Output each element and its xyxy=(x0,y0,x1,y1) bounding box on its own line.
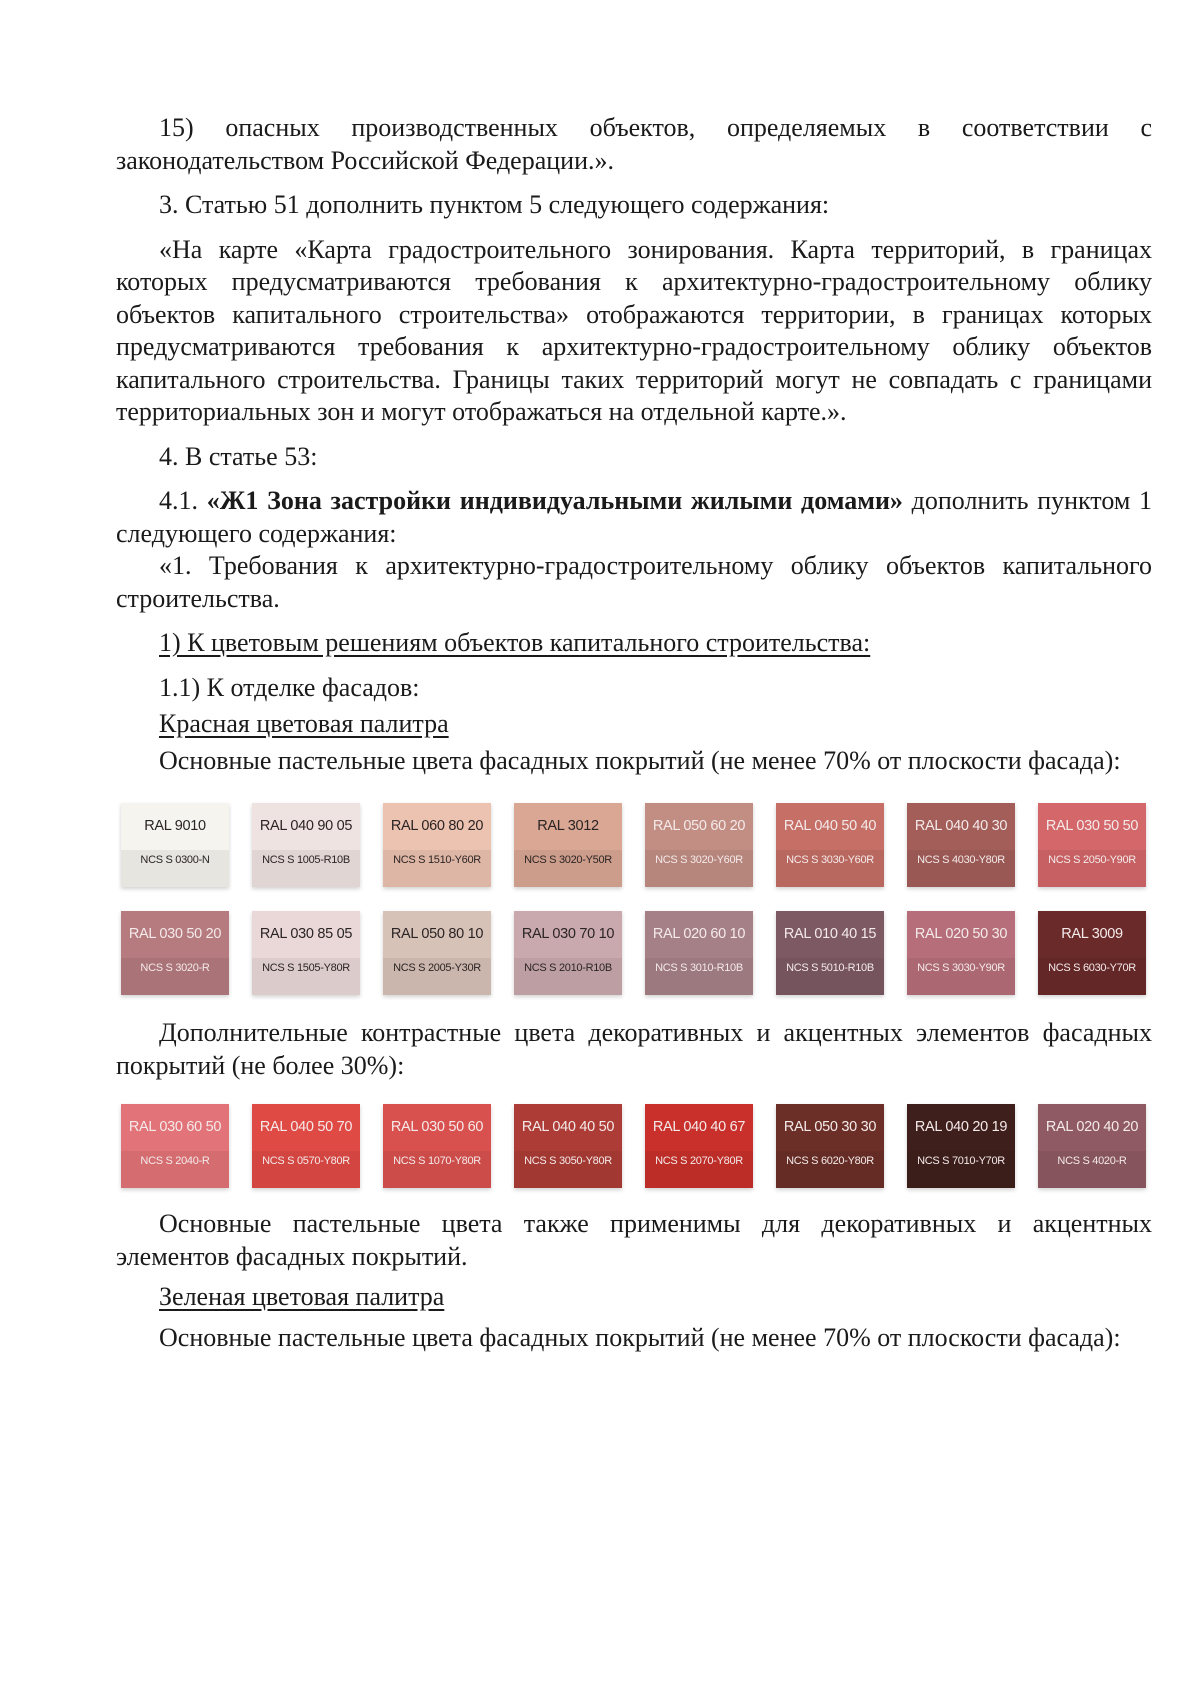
color-swatch xyxy=(645,803,753,887)
color-swatch xyxy=(383,911,491,995)
color-swatch xyxy=(1038,911,1146,995)
swatch-ral-code: RAL 030 50 20 xyxy=(128,926,222,942)
swatch-ral-code: RAL 050 30 30 xyxy=(783,1119,877,1135)
green-palette-heading xyxy=(116,1281,1152,1314)
paragraph-4-1 xyxy=(116,485,1152,550)
color-swatch xyxy=(776,803,884,887)
paragraph-4-1-suffix: дополнить пунктом 1 следующего содержания: xyxy=(116,486,1153,548)
swatch-ncs-code: NCS S 1005-R10B xyxy=(262,854,350,866)
swatch-ral-code: RAL 020 60 10 xyxy=(652,926,746,942)
swatch-ral-code: RAL 030 85 05 xyxy=(259,926,353,942)
color-swatch xyxy=(252,911,360,995)
color-swatch xyxy=(907,911,1015,995)
zone-title: «Ж1 Зона застройки индивидуальными жилыми домами» xyxy=(206,486,903,515)
swatch-ncs-code: NCS S 2010-R10B xyxy=(524,962,612,974)
swatch-ncs-code: NCS S 6030-Y70R xyxy=(1048,962,1136,974)
swatch-ncs-code: NCS S 3020-Y50R xyxy=(524,854,612,866)
swatch-ncs-code: NCS S 0300-N xyxy=(140,854,210,866)
color-swatch xyxy=(121,911,229,995)
red-palette-heading-text: Красная цветовая палитра xyxy=(159,709,449,738)
swatch-ral-code: RAL 040 40 30 xyxy=(914,818,1008,834)
document-body xyxy=(116,112,1152,1354)
color-swatch xyxy=(776,1104,884,1188)
paragraph-4-1-quote: «1. Требования к архитектурно-градостроительному облику объектов капитального строительства. xyxy=(116,551,1152,613)
swatch-ncs-code: NCS S 3020-R xyxy=(140,962,210,974)
item-facade-finish: 1.1) К отделке фасадов: xyxy=(159,672,420,702)
swatch-ncs-code: NCS S 3030-Y60R xyxy=(786,854,874,866)
swatch-ncs-code: NCS S 3030-Y90R xyxy=(917,962,1005,974)
color-swatch xyxy=(383,1104,491,1188)
swatch-ncs-code: NCS S 0570-Y80R xyxy=(262,1155,350,1167)
paragraph-4-1-prefix: 4.1. xyxy=(159,486,207,515)
swatch-ncs-code: NCS S 3050-Y80R xyxy=(524,1155,612,1167)
swatch-ral-code: RAL 050 60 20 xyxy=(652,818,746,834)
swatch-ral-code: RAL 040 40 50 xyxy=(521,1119,615,1135)
swatch-ral-code: RAL 040 90 05 xyxy=(259,818,353,834)
swatch-ral-code: RAL 030 70 10 xyxy=(521,926,615,942)
swatch-ncs-code: NCS S 4030-Y80R xyxy=(917,854,1005,866)
color-swatch xyxy=(514,911,622,995)
color-swatch xyxy=(907,803,1015,887)
swatch-ral-code: RAL 030 60 50 xyxy=(128,1119,222,1135)
swatch-ral-code: RAL 040 40 67 xyxy=(652,1119,746,1135)
color-swatch xyxy=(776,911,884,995)
swatch-ncs-code: NCS S 1070-Y80R xyxy=(393,1155,481,1167)
swatch-ral-code: RAL 040 50 70 xyxy=(259,1119,353,1135)
swatch-ral-code: RAL 030 50 50 xyxy=(1045,818,1139,834)
item-color-solutions-text: 1) К цветовым решениям объектов капитального строительства: xyxy=(159,628,871,657)
red-extra-colors-text: Дополнительные контрастные цвета декоративных и акцентных элементов фасадных покрытий (не более 30%): xyxy=(116,1018,1152,1080)
swatch-ral-code: RAL 050 80 10 xyxy=(390,926,484,942)
swatch-ncs-code: NCS S 3010-R10B xyxy=(655,962,743,974)
swatch-ncs-code: NCS S 7010-Y70R xyxy=(917,1155,1005,1167)
color-swatch xyxy=(252,1104,360,1188)
swatch-ral-code: RAL 040 50 40 xyxy=(783,818,877,834)
swatch-ncs-code: NCS S 5010-R10B xyxy=(786,962,874,974)
paragraph-item-15: 15) опасных производственных объектов, определяемых в соответствии с законодательством Российской Федерации.». xyxy=(116,113,1152,175)
red-extra-palette xyxy=(121,1104,1146,1188)
swatch-ncs-code: NCS S 6020-Y80R xyxy=(786,1155,874,1167)
color-swatch xyxy=(645,911,753,995)
color-swatch xyxy=(514,1104,622,1188)
color-swatch xyxy=(252,803,360,887)
swatch-ral-code: RAL 9010 xyxy=(144,818,206,834)
swatch-ral-code: RAL 020 50 30 xyxy=(914,926,1008,942)
swatch-ral-code: RAL 3012 xyxy=(537,818,599,834)
color-swatch xyxy=(383,803,491,887)
paragraph-article-51: 3. Статью 51 дополнить пунктом 5 следующего содержания: xyxy=(159,190,830,219)
color-swatch xyxy=(645,1104,753,1188)
color-swatch xyxy=(514,803,622,887)
item-color-solutions xyxy=(116,627,1152,660)
swatch-ral-code: RAL 010 40 15 xyxy=(783,926,877,942)
swatch-ral-code: RAL 020 40 20 xyxy=(1045,1119,1139,1135)
green-palette-heading-text: Зеленая цветовая палитра xyxy=(159,1282,445,1311)
color-swatch xyxy=(1038,1104,1146,1188)
red-note-text: Основные пастельные цвета также применимы для декоративных и акцентных элементов фасадных покрытий. xyxy=(116,1209,1152,1271)
swatch-ncs-code: NCS S 2005-Y30R xyxy=(393,962,481,974)
swatch-ncs-code: NCS S 2070-Y80R xyxy=(655,1155,743,1167)
paragraph-article-51-quote: «На карте «Карта градостроительного зонирования. Карта территорий, в границах которых предусматриваются требования к архитектурно-градостроительному облику объектов капитального строительства» отображаются территории, в границах которых предусматриваются требования к архитектурно-градостроительному облику объектов капитального строительства. Границы таких территорий могут не совпадать с границами территориальных зон и могут отображаться на отдельной карте.». xyxy=(116,234,1152,426)
swatch-ral-code: RAL 060 80 20 xyxy=(390,818,484,834)
swatch-ncs-code: NCS S 1505-Y80R xyxy=(262,962,350,974)
swatch-ncs-code: NCS S 2050-Y90R xyxy=(1048,854,1136,866)
swatch-ncs-code: NCS S 2040-R xyxy=(140,1155,210,1167)
swatch-ncs-code: NCS S 1510-Y60R xyxy=(393,854,481,866)
swatch-ral-code: RAL 3009 xyxy=(1061,926,1123,942)
swatch-ncs-code: NCS S 4020-R xyxy=(1057,1155,1127,1167)
color-swatch xyxy=(907,1104,1015,1188)
red-main-colors-text: Основные пастельные цвета фасадных покрытий (не менее 70% от плоскости фасада): xyxy=(159,745,1121,775)
red-palette-heading xyxy=(116,708,1152,741)
green-main-colors-text: Основные пастельные цвета фасадных покрытий (не менее 70% от плоскости фасада): xyxy=(159,1322,1121,1352)
color-swatch xyxy=(121,1104,229,1188)
swatch-ncs-code: NCS S 3020-Y60R xyxy=(655,854,743,866)
color-swatch xyxy=(1038,803,1146,887)
color-swatch xyxy=(121,803,229,887)
swatch-ral-code: RAL 040 20 19 xyxy=(914,1119,1008,1135)
red-main-palette xyxy=(121,803,1146,995)
swatch-ral-code: RAL 030 50 60 xyxy=(390,1119,484,1135)
paragraph-article-53: 4. В статье 53: xyxy=(159,441,318,471)
